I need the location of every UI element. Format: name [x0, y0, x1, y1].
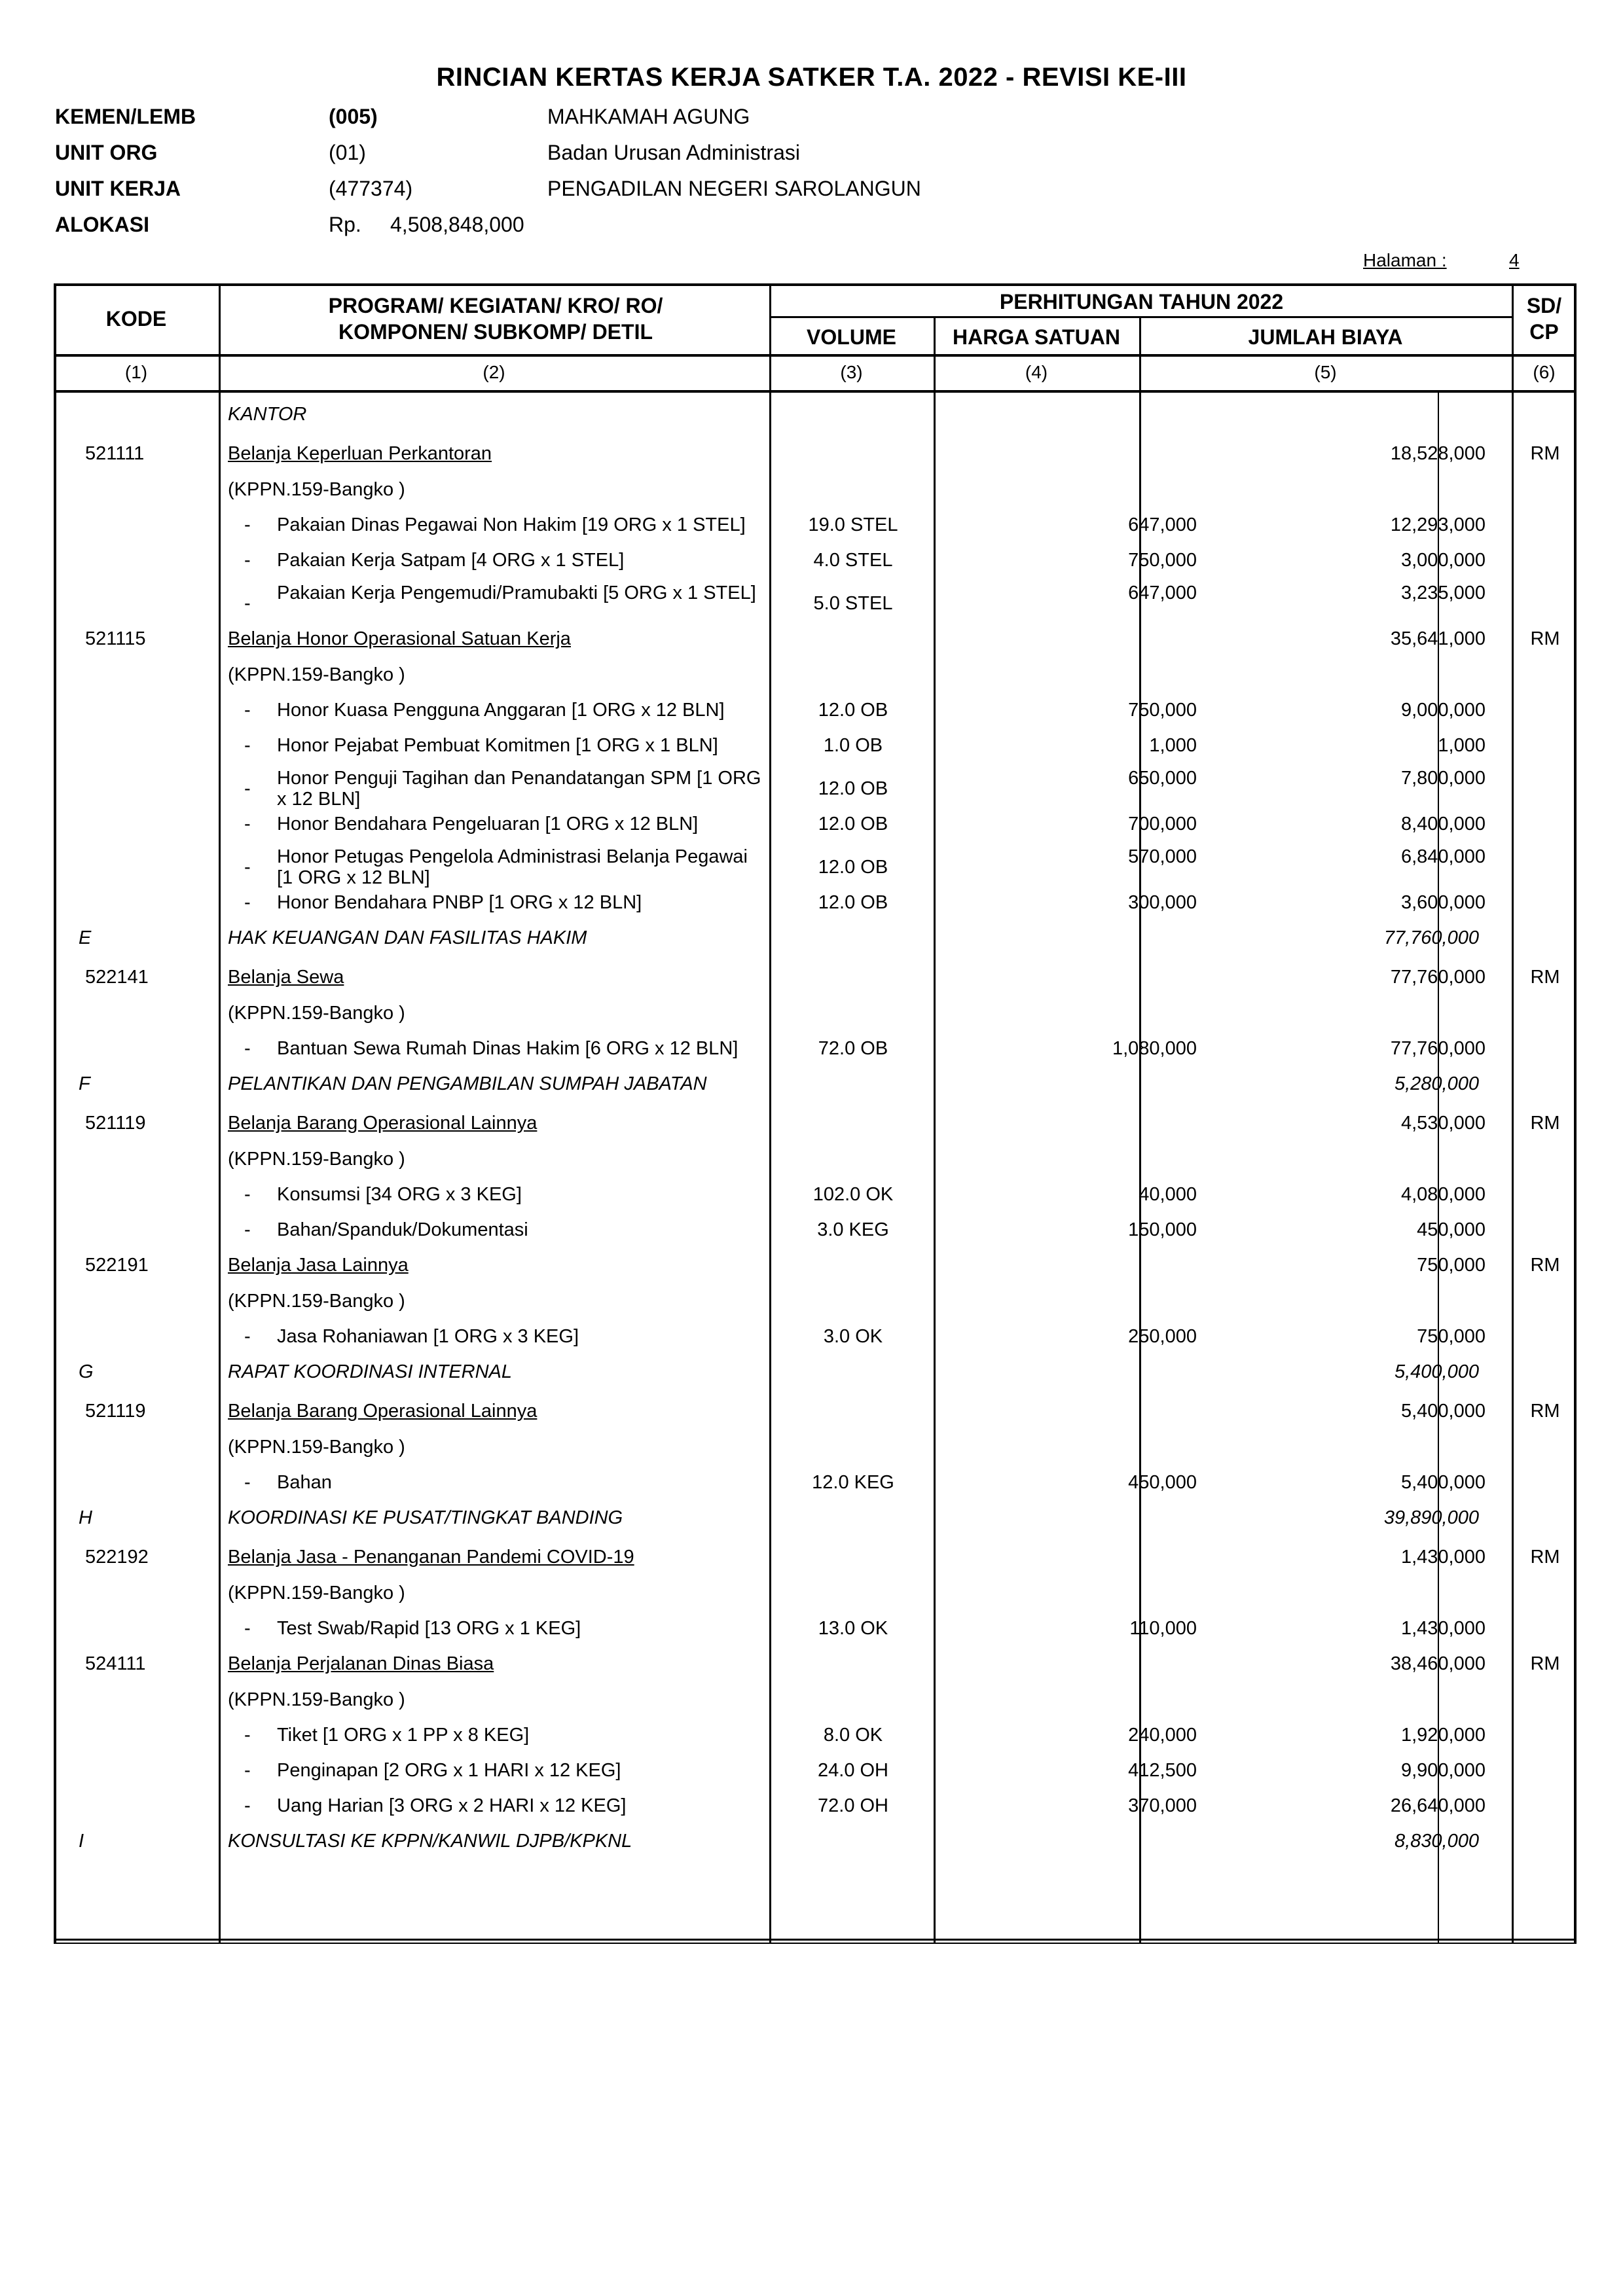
item-volume: 8.0 OK — [823, 1725, 883, 1746]
item-description: Pakaian Dinas Pegawai Non Hakim [19 ORG x 1 STEL] — [277, 514, 746, 535]
table-row-kppn — [54, 1685, 1577, 1721]
table-row-section — [54, 1357, 1577, 1397]
item-amount: 3,000,000 — [1400, 550, 1486, 571]
meta-amount: 4,508,848,000 — [390, 213, 524, 236]
item-dash: - — [244, 1184, 251, 1205]
item-volume: 72.0 OH — [818, 1795, 888, 1816]
kppn-label: (KPPN.159-Bangko ) — [228, 1689, 405, 1710]
table-border-bottom — [54, 1939, 1577, 1941]
meta-code: (005) — [329, 105, 378, 128]
item-amount: 26,640,000 — [1390, 1795, 1486, 1816]
account-code: 524111 — [85, 1653, 146, 1674]
meta-label: ALOKASI — [55, 213, 149, 236]
item-description: Bahan — [277, 1472, 332, 1493]
item-unit-price: 110,000 — [1129, 1618, 1197, 1639]
account-amount: 4,530,000 — [1400, 1113, 1486, 1134]
table-row-kppn — [54, 660, 1577, 696]
table-row-account — [54, 1649, 1577, 1685]
item-unit-price: 40,000 — [1139, 1184, 1197, 1205]
item-volume: 72.0 OB — [818, 1038, 888, 1059]
section-code: H — [79, 1507, 92, 1528]
header-kode: KODE — [105, 307, 167, 331]
table-row-account — [54, 1109, 1577, 1145]
item-description: Pakaian Kerja Satpam [4 ORG x 1 STEL] — [277, 550, 625, 571]
header-sdcp-1: SD/ — [1526, 294, 1562, 317]
item-dash: - — [244, 700, 251, 721]
account-amount: 1,430,000 — [1400, 1547, 1486, 1568]
item-dash: - — [244, 778, 251, 799]
meta-label: UNIT ORG — [55, 141, 158, 164]
item-unit-price: 240,000 — [1128, 1725, 1197, 1746]
table-row-item2 — [54, 581, 1577, 624]
item-description: Honor Pejabat Pembuat Komitmen [1 ORG x 1 BLN] — [277, 735, 718, 756]
page-label: Halaman : — [1363, 250, 1447, 270]
table-row-section — [54, 1069, 1577, 1109]
header-volume: VOLUME — [807, 325, 896, 349]
section-code: E — [79, 927, 92, 948]
item-volume: 5.0 STEL — [813, 593, 893, 614]
section-title: KOORDINASI KE PUSAT/TINGKAT BANDING — [228, 1507, 623, 1528]
table-row-account — [54, 1543, 1577, 1579]
item-description: Penginapan [2 ORG x 1 HARI x 12 KEG] — [277, 1760, 621, 1781]
item-volume: 19.0 STEL — [808, 514, 898, 535]
header-program: PROGRAM/ KEGIATAN/ KRO/ RO/ KOMPONEN/ SUBKOMP/ DETIL — [328, 294, 663, 344]
account-name: Belanja Honor Operasional Satuan Kerja — [228, 628, 571, 649]
item-volume: 1.0 OB — [823, 735, 883, 756]
item-description: Jasa Rohaniawan [1 ORG x 3 KEG] — [277, 1326, 579, 1347]
meta-name: Badan Urusan Administrasi — [547, 141, 800, 164]
meta-label: UNIT KERJA — [55, 177, 181, 200]
item-amount: 3,235,000 — [1400, 583, 1486, 603]
table-row-item — [54, 810, 1577, 845]
meta-label: KEMEN/LEMB — [55, 105, 196, 128]
item-description: Honor Bendahara PNBP [1 ORG x 12 BLN] — [277, 892, 642, 913]
table-row-item2 — [54, 766, 1577, 810]
item-description: Bahan/Spanduk/Dokumentasi — [277, 1219, 528, 1240]
item-amount: 9,000,000 — [1400, 700, 1486, 721]
col-number: (1) — [124, 362, 148, 382]
hdr-line-bottom — [54, 354, 1577, 357]
section-amount: 39,890,000 — [1383, 1507, 1479, 1528]
funding-source: RM — [1530, 1653, 1560, 1674]
item-volume: 24.0 OH — [818, 1760, 888, 1781]
item-unit-price: 1,080,000 — [1112, 1038, 1197, 1059]
account-name: Belanja Barang Operasional Lainnya — [228, 1401, 538, 1422]
item-description: Honor Petugas Pengelola Administrasi Belanja Pegawai [1 ORG x 12 BLN] — [277, 846, 748, 888]
item-volume: 12.0 OB — [818, 700, 888, 721]
table-row-item — [54, 1721, 1577, 1756]
item-dash: - — [244, 1326, 251, 1347]
item-description: Honor Penguji Tagihan dan Penandatangan SPM [1 ORG x 12 BLN] — [277, 768, 761, 810]
table-border-bottom-double — [54, 1943, 1577, 1944]
table-row-account — [54, 439, 1577, 475]
account-code: 521119 — [85, 1401, 146, 1422]
account-code: 521111 — [85, 443, 145, 464]
table-row-item — [54, 731, 1577, 766]
item-dash: - — [244, 1038, 251, 1059]
item-description: Konsumsi [34 ORG x 3 KEG] — [277, 1184, 522, 1205]
meta-name: MAHKAMAH AGUNG — [547, 105, 750, 128]
item-unit-price: 650,000 — [1128, 768, 1197, 789]
table-row-account — [54, 1251, 1577, 1287]
col-number: (6) — [1533, 362, 1556, 382]
item-amount: 7,800,000 — [1400, 768, 1486, 789]
item-description: Tiket [1 ORG x 1 PP x 8 KEG] — [277, 1725, 530, 1746]
table-border-top — [54, 283, 1577, 286]
col-number: (4) — [1025, 362, 1048, 382]
item-unit-price: 450,000 — [1128, 1472, 1197, 1493]
section-amount: 8,830,000 — [1394, 1831, 1479, 1852]
section-title: PELANTIKAN DAN PENGAMBILAN SUMPAH JABATAN — [228, 1073, 707, 1094]
item-dash: - — [244, 857, 251, 878]
funding-source: RM — [1530, 967, 1560, 988]
item-dash: - — [244, 514, 251, 535]
account-name: Belanja Keperluan Perkantoran — [228, 443, 492, 464]
hdr-line-colnum — [54, 390, 1577, 393]
item-unit-price: 750,000 — [1128, 550, 1197, 571]
item-unit-price: 150,000 — [1128, 1219, 1197, 1240]
table-row-kppn — [54, 1287, 1577, 1322]
item-dash: - — [244, 814, 251, 834]
item-dash: - — [244, 892, 251, 913]
meta-currency: Rp. — [329, 213, 361, 236]
account-amount: 38,460,000 — [1390, 1653, 1486, 1674]
kppn-label: (KPPN.159-Bangko ) — [228, 1291, 405, 1312]
item-dash: - — [244, 1795, 251, 1816]
meta-code: (01) — [329, 141, 366, 164]
col-number: (2) — [483, 362, 505, 382]
section-title: KONSULTASI KE KPPN/KANWIL DJPB/KPKNL — [228, 1831, 632, 1852]
section-code: F — [79, 1073, 90, 1094]
item-volume: 12.0 OB — [818, 814, 888, 834]
section-amount: 5,280,000 — [1394, 1073, 1479, 1094]
item-volume: 102.0 OK — [812, 1184, 894, 1205]
item-dash: - — [244, 1472, 251, 1493]
item-volume: 13.0 OK — [818, 1618, 888, 1639]
item-amount: 5,400,000 — [1400, 1472, 1486, 1493]
item-dash: - — [244, 1618, 251, 1639]
item-unit-price: 570,000 — [1128, 846, 1197, 867]
document-title: RINCIAN KERTAS KERJA SATKER T.A. 2022 - REVISI KE-III — [436, 63, 1187, 92]
kppn-label: (KPPN.159-Bangko ) — [228, 1583, 405, 1604]
section-amount: 77,760,000 — [1383, 927, 1479, 948]
table-row-item — [54, 1468, 1577, 1503]
funding-source: RM — [1530, 1401, 1560, 1422]
table-row-item — [54, 1180, 1577, 1215]
table-row-item — [54, 546, 1577, 581]
table-row-kppn — [54, 1433, 1577, 1468]
table-row-item — [54, 696, 1577, 731]
kppn-label: (KPPN.159-Bangko ) — [228, 664, 405, 685]
item-dash: - — [244, 1219, 251, 1240]
table-row-section — [54, 1503, 1577, 1543]
col-number: (3) — [840, 362, 863, 382]
hdr-line-perhitungan — [769, 316, 1514, 318]
item-dash: - — [244, 550, 251, 571]
table-row-section — [54, 400, 1577, 439]
item-unit-price: 750,000 — [1128, 700, 1197, 721]
item-amount: 4,080,000 — [1400, 1184, 1486, 1205]
item-unit-price: 700,000 — [1128, 814, 1197, 834]
header-perhitungan: PERHITUNGAN TAHUN 2022 — [999, 290, 1284, 314]
funding-source: RM — [1530, 443, 1560, 464]
table-row-item — [54, 1322, 1577, 1357]
account-name: Belanja Barang Operasional Lainnya — [228, 1113, 538, 1134]
page-number: 4 — [1509, 250, 1520, 270]
section-title: HAK KEUANGAN DAN FASILITAS HAKIM — [228, 927, 587, 948]
item-description: Bantuan Sewa Rumah Dinas Hakim [6 ORG x 12 BLN] — [277, 1038, 739, 1059]
table-row-item — [54, 1756, 1577, 1791]
item-amount: 3,600,000 — [1400, 892, 1486, 913]
item-unit-price: 1,000 — [1149, 735, 1197, 756]
item-description: Honor Kuasa Pengguna Anggaran [1 ORG x 12 BLN] — [277, 700, 725, 721]
rkakl-table — [54, 283, 1577, 1943]
item-unit-price: 647,000 — [1128, 514, 1197, 535]
item-description: Pakaian Kerja Pengemudi/Pramubakti [5 ORG x 1 STEL] — [277, 583, 756, 603]
item-amount: 6,840,000 — [1400, 846, 1486, 867]
account-code: 522192 — [85, 1547, 149, 1568]
item-description: Test Swab/Rapid [13 ORG x 1 KEG] — [277, 1618, 581, 1639]
item-volume: 12.0 OB — [818, 857, 888, 878]
account-name: Belanja Jasa Lainnya — [228, 1255, 409, 1276]
table-row-account — [54, 963, 1577, 999]
table-row-kppn — [54, 475, 1577, 511]
account-name: Belanja Perjalanan Dinas Biasa — [228, 1653, 494, 1674]
section-title: KANTOR — [228, 404, 307, 425]
account-code: 522141 — [85, 967, 149, 988]
table-row-account — [54, 1397, 1577, 1433]
item-volume: 12.0 OB — [818, 778, 888, 799]
table-row-item — [54, 1034, 1577, 1069]
item-amount: 77,760,000 — [1390, 1038, 1486, 1059]
account-amount: 750,000 — [1417, 1255, 1486, 1276]
item-unit-price: 647,000 — [1128, 583, 1197, 603]
section-amount: 5,400,000 — [1394, 1361, 1479, 1382]
kppn-label: (KPPN.159-Bangko ) — [228, 1437, 405, 1458]
item-dash: - — [244, 593, 251, 614]
item-unit-price: 412,500 — [1128, 1760, 1197, 1781]
account-code: 521115 — [85, 628, 146, 649]
item-amount: 750,000 — [1417, 1326, 1486, 1347]
table-row-account — [54, 624, 1577, 660]
item-amount: 1,430,000 — [1400, 1618, 1486, 1639]
table-row-item — [54, 1614, 1577, 1649]
item-amount: 1,920,000 — [1400, 1725, 1486, 1746]
item-amount: 8,400,000 — [1400, 814, 1486, 834]
funding-source: RM — [1530, 1113, 1560, 1134]
table-row-item — [54, 511, 1577, 546]
table-row-item2 — [54, 845, 1577, 888]
item-volume: 3.0 OK — [823, 1326, 883, 1347]
item-description: Honor Bendahara Pengeluaran [1 ORG x 12 BLN] — [277, 814, 699, 834]
account-code: 521119 — [85, 1113, 146, 1134]
header-jumlah: JUMLAH BIAYA — [1248, 325, 1403, 349]
funding-source: RM — [1530, 1547, 1560, 1568]
table-row-section — [54, 924, 1577, 963]
item-dash: - — [244, 1760, 251, 1781]
item-volume: 12.0 OB — [818, 892, 888, 913]
item-volume: 12.0 KEG — [812, 1472, 894, 1493]
header-sdcp-2: CP — [1529, 320, 1559, 344]
table-row-kppn — [54, 1579, 1577, 1614]
account-amount: 35,641,000 — [1390, 628, 1486, 649]
funding-source: RM — [1530, 1255, 1560, 1276]
section-code: G — [79, 1361, 94, 1382]
item-unit-price: 250,000 — [1128, 1326, 1197, 1347]
section-title: RAPAT KOORDINASI INTERNAL — [228, 1361, 512, 1382]
header-harga: HARGA SATUAN — [953, 325, 1120, 349]
table-row-section — [54, 1827, 1577, 1866]
kppn-label: (KPPN.159-Bangko ) — [228, 1149, 405, 1170]
table-row-kppn — [54, 1145, 1577, 1180]
account-name: Belanja Sewa — [228, 967, 344, 988]
meta-name: PENGADILAN NEGERI SAROLANGUN — [547, 177, 921, 200]
item-description: Uang Harian [3 ORG x 2 HARI x 12 KEG] — [277, 1795, 627, 1816]
account-amount: 18,528,000 — [1390, 443, 1486, 464]
kppn-label: (KPPN.159-Bangko ) — [228, 479, 405, 500]
item-dash: - — [244, 735, 251, 756]
table-row-item — [54, 1791, 1577, 1827]
account-amount: 5,400,000 — [1400, 1401, 1486, 1422]
account-amount: 77,760,000 — [1390, 967, 1486, 988]
meta-code: (477374) — [329, 177, 413, 200]
item-volume: 4.0 STEL — [813, 550, 893, 571]
table-row-item — [54, 1215, 1577, 1251]
item-volume: 3.0 KEG — [817, 1219, 889, 1240]
item-amount: 9,900,000 — [1400, 1760, 1486, 1781]
account-name: Belanja Jasa - Penanganan Pandemi COVID-19 — [228, 1547, 634, 1568]
section-code: I — [79, 1831, 84, 1852]
account-code: 522191 — [85, 1255, 149, 1276]
col-number: (5) — [1314, 362, 1337, 382]
item-amount: 12,293,000 — [1390, 514, 1486, 535]
funding-source: RM — [1530, 628, 1560, 649]
table-row-item — [54, 888, 1577, 924]
item-amount: 450,000 — [1417, 1219, 1486, 1240]
item-unit-price: 370,000 — [1128, 1795, 1197, 1816]
item-unit-price: 300,000 — [1128, 892, 1197, 913]
kppn-label: (KPPN.159-Bangko ) — [228, 1003, 405, 1024]
table-row-kppn — [54, 999, 1577, 1034]
item-amount: 1,000 — [1438, 735, 1486, 756]
item-dash: - — [244, 1725, 251, 1746]
